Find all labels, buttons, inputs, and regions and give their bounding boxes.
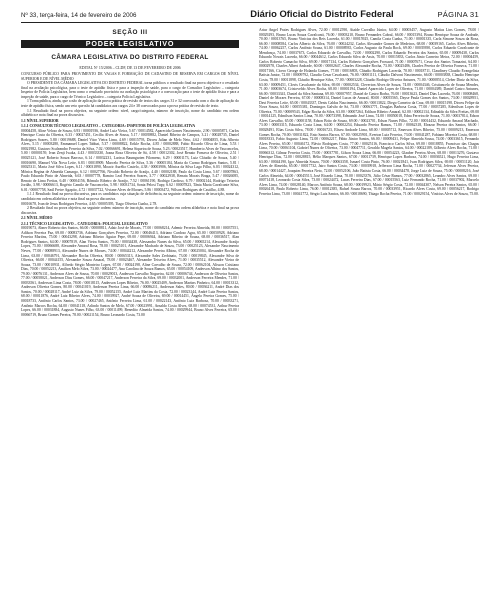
left-column xyxy=(21,28,239,588)
heading-nivel-superior: 1.1 NÍVEL SUPERIOR xyxy=(21,118,59,123)
chamber-title: CÂMARA LEGISLATIVA DO DISTRITO FEDERAL xyxy=(51,54,209,62)
item-1: 1 Torna pública, ainda, que a não de aplicação da prova prática de revisão de textos dos cargos 31 e 32 convocada com o dia de aplicação do teste de aptidão física, sendo um veto que não há candidatos aos cargos 24 e 38 convocados para a prova prática de revisão de texto. xyxy=(21,99,239,109)
results-list-policial: 00019073, Abner Roberto dos Santos, 66.00 / 00008811, Adair José de Morais, 77.00 / 00068214, Ademir Ferreira Almeida, 80.00 / 00037551, Adilson Ferreira Paz, 69.00 / 00083736, Adriano Gonçalves Ferreira, 72.00 / 00046413, Adriano Cardoso Agra, 65.00 / 00050928, Adriano Ferreira Martins, 75.00 / 00043298, Adriano Ribeiro Aguiar Pepe, 69.00 / 00006944, Adriano Ribeiro de Souza, 68.00 / 00036517, Alan Rodrigues Santos, 64.00 / 00007819, Alan Vieira Santos, 75.00 / 00034438, Alessandro Nunes da Silva, 65.00 / 00065214, Alexandre Araújo Lopes, 75.00 / 00066688, Alexandre Amaral Rosa, 78.00 / 00025101, Alexandre Machado de Souza, 73.00 / 00025123, Alexandre Nascimento Neves, 77.00 / 00088913, Alexandre Nunes de Moraes, 74.00 / 00044212, Alexandre Pereira Albino, 67.00 / 00025004, Alexandre Rocha de Lima, 63.00 / 00046791, Alexandre Rocha Oliveira, 80.00 / 00065313, Alexandre Sales Zerbinato, 73.00 / 00019845, Alexandre Silva de Oliveira, 66.00 / 00044155, Alexandre Souza Amaral, 78.00 / 00023467, Alexandre Teixeira Alves, 71.00 / 00035512, Alexandre Vieira de Souza, 73.00 / 00010931, Alfredo Sérgio Monteiro Lopes, 67.00 / 00024198, Aline Carvalho de Souza, 72.00 / 00062104, Alisson Cristiano Dias, 70.00 / 00052213, Amilton Melo Silva, 73.00 / 00024477, Ana Carolina de Souza Ramos, 65.00 / 00054109, Anderson Albino dos Santos, 79.00 / 00076131, Anderson Alves de Sousa, 70.00 / 00029013, Anderson Carvalho Nogueira, 62.00 / 00006744, Anderson de Oliveira Santos, 77.00 / 00058021, Anderson Dias Gomes, 66.00 / 00047217, Anderson Ferreira da Silva, 69.00 / 00032001, Anderson Ferreira Mendes, 71.00 / 00033561, Anderson Lima Costa, 78.00 / 00018115, Anderson Lopes Ribeiro, 76.00 / 00025409, Anderson Martins Pinheiro, 64.00 / 00013312, Anderson Oliveira Gomes, 80.00 / 00041019, Anderson Pereira Lima, 66.00 / 00086211, Anderson Sales, 80.00 / 00036211, André Dias dos Santos, 70.00 / 00028117, André Luiz da Silva, 79.00 / 00052155, André Luiz Martins da Costa, 72.00 / 00023144, André Luiz Pereira Santos, 68.00 / 00011876, André Luiz Ribeiro Alves, 74.00 / 00039927, André Souza de Oliveira, 69.00 / 00014451, Ângelo Pereira Gomes, 75.00 / 00018733, Antônio Carlos Santos, 73.00 / 00027465, Antônio Ferreira Lima, 61.00 / 00022143, Antônio Luiz Barbosa, 70.00 / 00033271, Antônio Marcos Rocha, 64.00 / 00041118, Arlindo Santos de Melo, 67.00 / 00023991, Arnaldo Costa Alves, 68.00 / 00074531, Arthur Pereira Lopes, 66.00 / 00031884, Augusto Nunes Filho, 63.00 / 00011499, Benedito Almeida Santos, 74.00 / 00029944, Bruno Alves Ferreira, 65.00 / 00066719, Bruno Gomes Pereira, 78.00 / 00021154, Bruno Leonardo Costa, 73.00 xyxy=(21,226,239,317)
results-list-inspetor: 00004458, Aline Veloso de Souza, 6.93 / 00001936, André Luiz Vieira, 5.67 / 00014582, Aparecida Gomes Nascimento, 2.90 / 00005871, Carlos Henrique Costa da Oliveira, 6.33 / 00027451, Cecília Alves de Sousa, 5.17 / 00039882, Daniel Ribeiro de Campos, 3.21 / 00028735, Daniel Rodrigues Soares, 5.80 / 00019688, Daniel Vitor Vieira Lima, 4.69 / 00015793, Dirceu Julian de Melo Neto, 4.62 / 00004855, Edu Alberto Alves, 5.15 / 00003280, Emmanuel Lopes Tabbai, 5.37 / 00008822, Erikle Rocha, 4.85 / 00002888, Fabio Ricardo Oliva de Lima, 5.53 / 00021982, Gustavo Scaleandro Ferreira da Silva, 7.02 / 00066691, Helena Siqueira de Sousa, 5.23 / 00023517, Humberto Alves de Vasconcelos, 5.00 / 00000159, Ivan Zenji Iwaka, 4.43 / 00033330, Joana Rosa Oliveira de Sá, 4.58 / 00012302, José Renato Fonseca de Oliveira, 2.51 / 00025121, José Roberto Souza Barroso, 6.14 / 00032231, Larissa Baumgarten Filomeno, 6.29 / 00001173, Luiz Cláudio de Souza, 5.40 / 00016690, Manuel Vila Nova Leite, 6.83 / 00018909, Marcelo Pereira de Silva, 5.36 / 00005184, Maria do Carmo Rodrigues Santos, 5.81 / 00025311, Maria José Silva Lopes, 6.11 / 00031890, Moacir Aurélio Castelo, 4.38 / 00003906, Mônica da Silva Lago Filho, 6.03 / 00024312, Mônica Regina de Almeida Camargo, 6.12 / 00027766, Nivaldo Roberto de Araújo, 4.40 / 00002188, Paulo da Costa Lima, 5.67 / 00007863, Paulo Eduardo Pinto de Almeida, 6.63 / 00007778, Ramiro Leal Ferreira Soares, 3.77 / 00022938, Renata Morais Braga, 5.47 / 00026085, Renato de Lima Freitas, 6.40 / 00004156, Rômulo Ribeiro de Araújo, 7.52 / 00061190, Rodrigo Cardoso, 6.79 / 00002144, Rodrigo Teixeira Jordão, 3.98 / 00006613, Rogério Camilo de Vasconcelos, 5.98 / 00031734, Sonia Pelosi Tupy, 6.62 / 00007823, Tânia Maria Cavalcante Silva, 6.01 / 00007758, Saúl Freire Agapito, 4.72 / 00037722, Viviane Alves de Moraes, 5.86 / 00003472, Wilson Rodrigues de Castilho, 4.88. xyxy=(21,128,239,192)
results-list-deficiency: 00016678, Ivan de Jesus Rodrigues Ferreira, 4.65 / 00005395, Tiago Oliveira Cunha, 2.78. xyxy=(21,201,158,206)
item-2: 2 Resultado final na prova objetiva, na seguinte ordem: número de inscrição, nome do candidato em ordem alfabética e nota final na prova discursiva. xyxy=(21,206,239,215)
right-column xyxy=(259,28,479,588)
edital-title: EDITAL Nº 15/2006 – CLDF, DE 13 DE FEVEREIRO DE 2006 xyxy=(79,65,181,70)
issue-line: Nº 33, terça-feira, 14 de fevereiro de 2006 xyxy=(21,12,137,19)
item-1-1-1: 1.1.1 Resultado final na prova discursiva, para os candidatos cuja situação de deficiência, na seguinte ordem: número de inscrição, nome do candidato em ordem alfabética e nota final na prova discursiva. xyxy=(21,192,239,201)
edital-subtitle: CONCURSO PÚBLICO PARA PROVIMENTO DE VAGAS E FORMAÇÃO DE CADASTRO DE RESERVA EM CARGOS DE NÍVEL SUPERIOR E DE NÍVEL MÉDIO xyxy=(21,72,239,81)
heading-category-inspetor: 1.1.1 CONSULTOR TÉCNICO LEGISLATIVO – CATEGORIA: INSPETOR DE POLÍCIA LEGISLATIVA xyxy=(21,124,196,129)
item-1-1: 1.1 Resultado final na prova objetiva, na seguinte ordem: nível, cargo/categoria, número de inscrição, nome do candidato em ordem alfabética e nota final na prova discursiva. xyxy=(21,108,239,118)
edital-intro: O PRESIDENTE DA CÂMARA LEGISLATIVA DO DISTRITO FEDERAL torna públicos o resultado final na prova objetiva e o resultado final na avaliação psicológica, para o teste de aptidão física e para a inspeção de saúde, para o cargo de Consultor Legislativo – categoria Inspetor de Polícia Legislativa, bem como o resultado provisório na avaliação psicológica e a convocação para o teste de aptidão física e para a inspeção de saúde, para o cargo de Técnico Legislativo – categoria Polícia Legislativa. xyxy=(21,81,239,99)
results-list-continued: Artur Angel Prates Rodrigues Alves, 72.00 / 00012590, Ataíde Carvalho Júnior, 64.00 / 00003457, Augusto Matias Lins Gomes, 78.00 / 00029293, Bruno Lucas Souza Cavalcanti, 76.00 / 00003210, Bruno Fernandes Cabral, 66.00 / 00015394, Bruno Henrique Souza de Andrade, 70.00 / 00013765, Bruno Vinicius dos Reis Lacerda, 61.00 / 00015925, Camila Costa Cunha, 71.00 / 00001335, Carla Simone Souza da Rosa, 66.00 / 00008584, Carlos Alberto da Silva, 76.00 / 00024232, Carlos Alexandre Gomes de Medeiros, 68.00 / 00039165, Carlos Alves Ribeiro, 74.00 / 00062257, Carlos Antônio Souza, 61.00 / 00008935, Carlos Augusto da Paula Rock, 69.00 / 00039390, Carlos Eduardo Cavalcante de Mendonça, 74.00 / 00037673, Carlos Eduardo de Carvalho, 72.00 / 00002290, Carlos Eduardo Ferreira dos Santos, 65.00 / 00009438, Carlos Eduardo Novais Lacerda, 66.00 / 00044612, Carlos Eduardo Silva de Assis, 70.00 / 00015833, Carlos Júnio Carneiro Meira, 72.00 / 00004459, Carlos Roberto Camacho Silva, 69.00 / 00017134, Carlos Roberto Gonçalves Frossard, 71.00 / 00007671, Cesar dos Santos Tomazini, 64.00 / 00002978, Charles Albert Andrade, 60.00 / 00002647, Charles Alexandre Rocha, 73.00 / 00025486, Charles Pereira de Oliveira Fonseca, 71.00 / 00017166, Cícero George de Holanda Gomes, 77.00 / 00016803, Cláudio Rodrigues Lacerda, 70.00 / 00018711, Claudiney Claudio Evangelista Batista Junior, 72.00 / 00009792, Claudio Cesar Cavalcanti, 76.00 / 00001111, Cláudio Dalvoni Nascimento, 66.00 / 00003838, Claudio Henrique Costa, 78.00 / 00011898, Cláudio Henrique Silva, 77.00 / 00003228, Cláudio Rodrigo Oliveira Antunes, 71.00 / 00008514, Cleber Diniz da Silva, 63.00 / 00009451, Clovis Cavalcante da Silva, 69.00 / 00002534, Cleverton Alves de Souza, 74.00 / 00004346, Cristiancelo de Souza Mendes, 71.00 / 00003674, Cristoveldo Alves Rocha, 68.00 / 00001194, Daniel Aparecido Lopes de Oliveira, 71.00 / 00004389, Daniel Castro Antunes, 66.00 / 00033341, Daniel da Silva Santana, 69.00 / 00007957, Daniel de Castro Borba, 76.00 / 00013623, Daniel Dias Lacerda, 76.00 / 00008468, Daniel de Moraes Ferreira, 67.00 / 00008314, Daniel Lucas de Amaral, 80.00 / 00055565, Dayse Paula Gomes dos Santos, 73.00 / 00028951, Davi Ferreira Leite, 65.00 / 00043337, Denis Caldas Nascimento, 66.00 / 00013822, Diego Carneiro da Cruz, 69.00 / 00015198, Dirceu Felipe da Nova Souza, 64.00 / 00055381, Domingos Galvão de Sá, 73.00 / 00063771, Douglas Barbosa Costa, 77.00 / 00037285, Edenilson Lopes de Oliveira, 75.00 / 00009543, Edgar Rocha da Silva, 63.00 / 00007264, Edilson Ribeiro Amaral, 62.00 / 00002134, Edinaldo da Silva Freitas, 69.00 / 00014125, Edmilson Santos Lima, 70.00 / 00073398, Edmundo José Lima, 74.00 / 00050018, Edna Ferreira de Souza, 71.00 / 00037814, Edson Alves Carvalho, 65.00 / 00001158, Edson Brito de Souza, 69.00 / 00023701, Edson Nunes Filho, 72.00 / 00014432, Eduardo Amaral Machado, 73.00 / 00003315, Eduardo Costa Lima, 64.00 / 00002254, Eduardo Pereira Ramos, 71.00 / 00062318, Eleazar Pereira dos Santos, 66.00 / 00028491, Elias Costa Silva, 78.00 / 00016723, Eliseu Andrade Lima, 68.00 / 00005712, Emerson Alves Ribeiro, 75.00 / 00009213, Emerson Gomes Rocha, 70.00 / 00031822, Enio Santos Barros, 67.00 / 00025901, Everton Luiz Ferreira, 73.00 / 00041287, Fabiano Moreira Costa, 68.00 / 00018333, Fabio Augusto Lima, 72.00 / 00062217, Fábio Júnior Santos, 66.00 / 00009431, Felipe Almeida Sousa, 74.00 / 00033615, Fernando Alves Pereira, 65.00 / 00046172, Flávio Rodrigues Costa, 77.00 / 00025116, Francisco Carlos Silva, 69.00 / 00018855, Francisco das Chagas Lima, 70.00 / 00061104, Gabriel Nunes de Oliveira, 73.00 / 00047711, Geraldo Magela Santos, 64.00 / 00022189, Gilberto Alves Rocha, 71.00 / 00066312, Gilmar Ferreira Costa, 75.00 / 00037781, Gilson Souza Lima, 66.00 / 00054223, Glauber Pereira Alves, 68.00 / 00013276, Gustavo Henrique Dias, 72.00 / 00028815, Hélio Marques Santos, 67.00 / 00011739, Henrique Lopes Barbosa, 74.00 / 00036521, Hugo Ferreira Lima, 63.00 / 00044190, Igor Almeida Souza, 70.00 / 00063358, Ismael Costa Pinto, 76.00 / 00021841, Ivan Rodrigues Silva, 69.00 / 00051120, Jair Alves de Almeida, 65.00 / 00017732, Jairo Santos Costa, 73.00 / 00039918, Jefferson Lima Rocha, 71.00 / 00027734, Jeferson Alves Pereira, 68.00 / 00014427, Joaquim Ferreira Neto, 72.00 / 00052106, João Batista Costa, 66.00 / 00034478, Jorge Luiz de Souza, 75.00 / 00008216, José Carlos Almeida, 64.00 / 00045513, José Ricardo Lima, 70.00 / 00023376, Júlio César Ramos, 77.00 / 00032865, Leandro Alves Santos, 69.00 / 00071418, Leonardo Costa Silva, 73.00 / 00024472, Lucas Ferreira Dias, 67.00 / 00015563, Luiz Fernando Rocha, 71.00 / 00037902, Marcelo Alves Lima, 74.00 / 00028140, Marcos Antônio Souza, 68.00 / 00019923, Mário Sérgio Costa, 72.00 / 00044307, Nelson Pereira Santos, 65.00 / 00026418, Paulo Roberto Lima, 76.00 / 00012385, Rafael Souza Barros, 70.00 / 00033951, Ricardo Alves Costa, 69.00 / 00056217, Rodrigo Ferreira Lima, 73.00 / 00041772, Sérgio Luiz Santos, 66.00 / 00018690, Thiago Rocha Pereira, 71.00 / 00029154, Vinícius Alves de Souza, 75.00. xyxy=(259,28,479,196)
journal-title: Diário Oficial do Distrito Federal xyxy=(250,8,394,19)
heading-category-policial: 2.1.1 TÉCNICO LEGISLATIVO – CATEGORIA: POLICIAL LEGISLATIVO xyxy=(21,221,148,226)
organ-banner: PODER LEGISLATIVO xyxy=(21,40,239,49)
heading-nivel-medio: 2.1 NÍVEL MÉDIO xyxy=(21,216,53,221)
page-number: PÁGINA 31 xyxy=(437,10,479,19)
page-header xyxy=(21,8,479,23)
section-title: SEÇÃO III xyxy=(112,29,148,36)
